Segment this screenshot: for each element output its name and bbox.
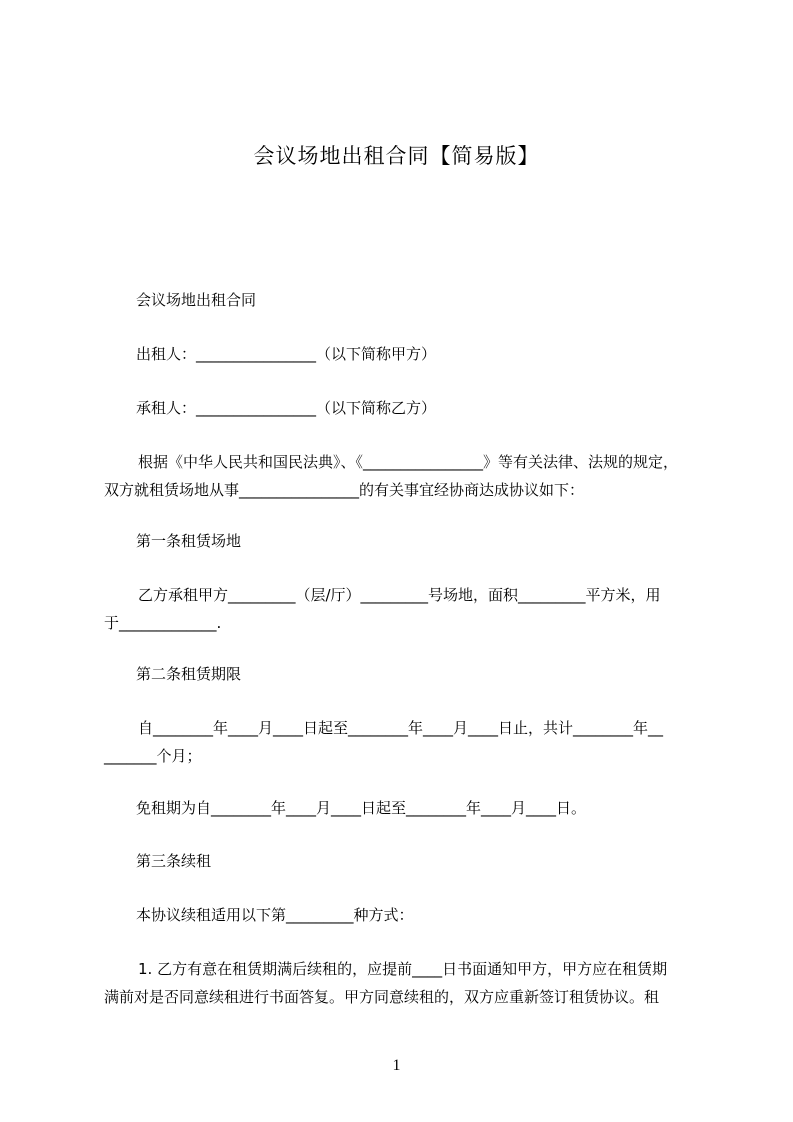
document-title: 会议场地出租合同【简易版】: [253, 144, 540, 168]
preamble-line-1: 根据《中华人民共和国民法典》、《________________》等有关法律、法规的规定，: [138, 453, 679, 471]
article-1-heading: 第一条租赁场地: [136, 532, 242, 550]
renewal-method-line: 本协议续租适用以下第_________种方式：: [136, 906, 414, 924]
article-1-line-2: 于_____________.: [104, 614, 222, 632]
renewal-clause-line-2: 满前对是否同意续租进行书面答复。甲方同意续租的，双方应重新签订租赁协议。租: [104, 988, 660, 1006]
article-2-heading: 第二条租赁期限: [136, 665, 242, 683]
lease-term-line-1: 自________年____月____日起至________年____月____日止，共计________年__: [138, 719, 664, 737]
article-3-heading: 第三条续租: [136, 852, 212, 870]
preamble-line-2: 双方就租赁场地从事________________的有关事宜经协商达成协议如下：: [104, 481, 585, 499]
rent-free-period-line: 免租期为自________年____月____日起至________年____月____日。: [136, 799, 587, 817]
lessor-line: 出租人：________________（以下简称甲方）: [136, 345, 437, 363]
article-1-line-1: 乙方承租甲方_________（层/厅）_________号场地，面积_________平方米，用: [138, 586, 661, 604]
lease-term-line-2: _______个月；: [104, 747, 202, 765]
contract-heading: 会议场地出租合同: [136, 291, 257, 309]
page-number: 1: [392, 1057, 401, 1074]
renewal-clause-line-1: 1. 乙方有意在租赁期满后续租的，应提前____日书面通知甲方，甲方应在租赁期: [138, 960, 668, 978]
lessee-line: 承租人：________________（以下简称乙方）: [136, 399, 437, 417]
